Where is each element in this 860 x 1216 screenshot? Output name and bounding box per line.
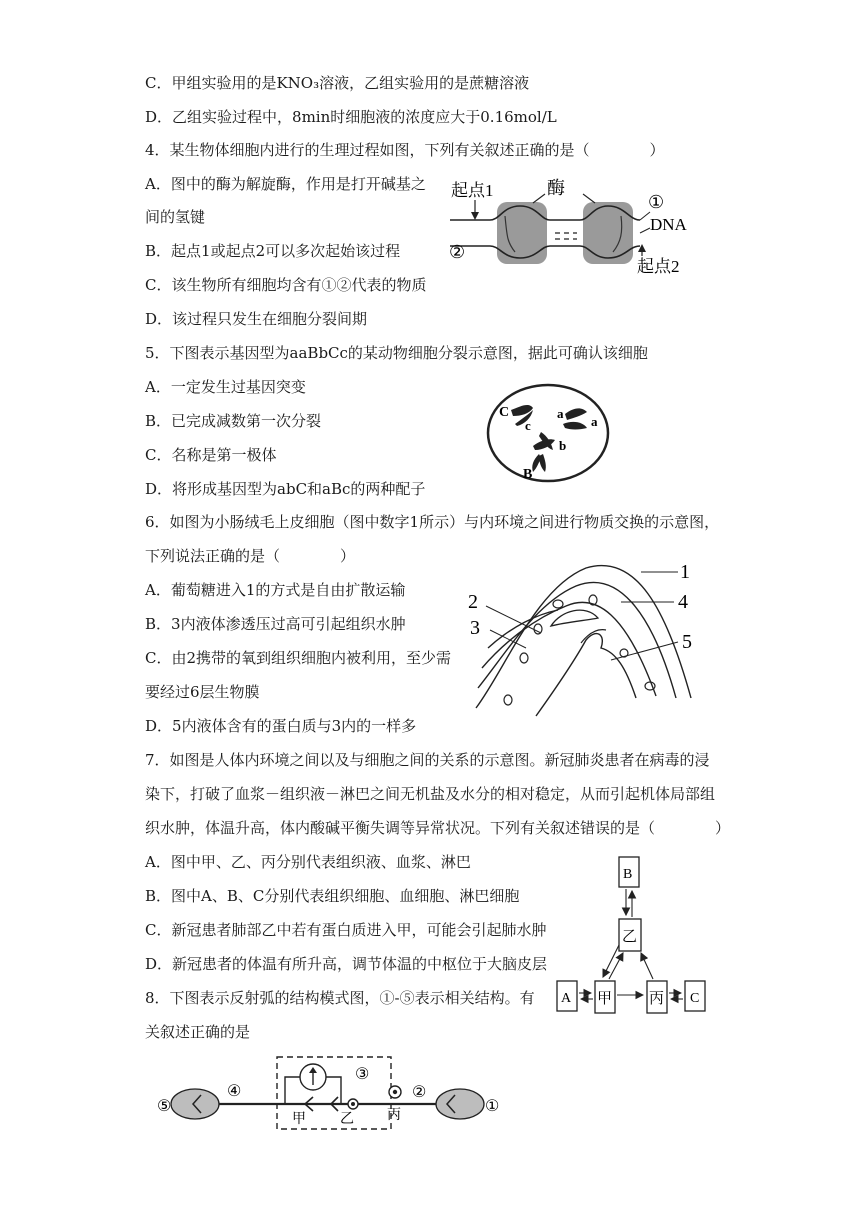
label-bing: 丙 [387, 1108, 401, 1123]
allele-C-label: C [499, 405, 510, 420]
cell-division-figure [483, 380, 613, 486]
label-2: 2 [468, 591, 478, 613]
q7-option-a: A．图中甲、乙、丙分别代表组织液、血浆、淋巴 [145, 853, 471, 871]
label-bing: 丙 [649, 991, 665, 1007]
allele-a-left-label: a [557, 406, 564, 421]
label-yi: 乙 [622, 929, 638, 945]
q7-option-b: B．图中A、B、C分别代表组织细胞、血细胞、淋巴细胞 [145, 887, 520, 905]
q5-option-b: B．已完成减数第一次分裂 [145, 412, 322, 430]
reflex-arc-figure [155, 1053, 505, 1133]
q5-option-a: A．一定发生过基因突变 [145, 378, 306, 396]
label-A: A [561, 991, 572, 1006]
label-4: ④ [227, 1083, 242, 1100]
label-5: 5 [682, 631, 692, 653]
q7-stem-line1: 7．如图是人体内环境之间以及与细胞之间的关系的示意图。新冠肺炎患者在病毒的浸 [145, 751, 710, 769]
label-jia: 甲 [597, 991, 613, 1007]
strand-2-label: ② [449, 242, 466, 262]
label-1: ① [485, 1098, 500, 1115]
q6-option-b: B．3内液体渗透压过高可引起组织水肿 [145, 615, 406, 633]
body-fluid-relationship-figure [553, 853, 713, 1015]
q7-option-c: C．新冠患者肺部乙中若有蛋白质进入甲，可能会引起肺水肿 [145, 921, 547, 939]
label-B: B [623, 867, 633, 882]
label-3: 3 [470, 617, 480, 639]
q8-stem-line1: 8．下图表示反射弧的结构模式图，①-⑤表示相关结构。有 [145, 989, 535, 1007]
label-3: ③ [355, 1066, 370, 1083]
origin-1-label: 起点1 [451, 181, 494, 200]
dna-label: DNA [650, 215, 687, 234]
receptor-oval [436, 1089, 484, 1119]
replication-bubble-2 [583, 202, 633, 264]
q4-option-a-line1: A．图中的酶为解旋酶，作用是打开碱基之 [145, 175, 426, 193]
allele-a-right-label: a [591, 414, 598, 429]
q6-option-d: D．5内液体含有的蛋白质与3内的一样多 [145, 717, 417, 735]
allele-c-label: c [525, 418, 531, 433]
enzyme-label: 酶 [547, 178, 565, 198]
q5-stem: 5．下图表示基因型为aaBbCc的某动物细胞分裂示意图，据此可确认该细胞 [145, 344, 648, 362]
label-4: 4 [678, 591, 688, 613]
cell-outline [488, 385, 608, 481]
q3-option-c: C．甲组实验用的是KNO₃溶液，乙组实验用的是蔗糖溶液 [145, 74, 530, 92]
strand-1-label: ① [648, 192, 665, 212]
q5-option-c: C．名称是第一极体 [145, 446, 277, 464]
label-5: ⑤ [157, 1098, 172, 1115]
q3-option-d: D．乙组实验过程中，8min时细胞液的浓度应大于0.16mol/L [145, 108, 557, 126]
q6-option-c-line1: C．由2携带的氧到组织细胞内被利用，至少需 [145, 649, 452, 667]
q4-option-d: D．该过程只发生在细胞分裂间期 [145, 310, 368, 328]
effector-oval [171, 1089, 219, 1119]
q4-option-c: C．该生物所有细胞均含有①②代表的物质 [145, 276, 427, 294]
q7-option-d: D．新冠患者的体温有所升高，调节体温的中枢位于大脑皮层 [145, 955, 548, 973]
intestinal-villus-figure [466, 548, 706, 720]
q6-option-a: A．葡萄糖进入1的方式是自由扩散运输 [145, 581, 406, 599]
q8-stem-line2: 关叙述正确的是 [145, 1023, 251, 1041]
dna-replication-figure [445, 176, 710, 276]
q6-stem-line2: 下列说法正确的是（ ） [145, 547, 356, 565]
allele-b-label: b [559, 438, 567, 453]
label-jia: 甲 [292, 1112, 306, 1127]
q6-stem-line1: 6．如图为小肠绒毛上皮细胞（图中数字1所示）与内环境之间进行物质交换的示意图， [145, 513, 720, 531]
label-C: C [690, 991, 700, 1006]
label-2: ② [412, 1084, 427, 1101]
q6-option-c-line2: 要经过6层生物膜 [145, 683, 260, 701]
q7-stem-line3: 织水肿，体温升高，体内酸碱平衡失调等异常状况。下列有关叙述错误的是（ ） [145, 819, 731, 837]
q7-stem-line2: 染下，打破了血浆－组织液－淋巴之间无机盐及水分的相对稳定，从而引起机体局部组 [145, 785, 716, 803]
label-yi: 乙 [340, 1112, 354, 1127]
origin-2-label: 起点2 [637, 257, 680, 276]
allele-B-label: B [523, 467, 533, 482]
q5-option-d: D．将形成基因型为abC和aBc的两种配子 [145, 480, 426, 498]
q4-stem: 4．某生物体细胞内进行的生理过程如图，下列有关叙述正确的是（ ） [145, 141, 665, 159]
q4-option-a-line2: 间的氢键 [145, 208, 206, 226]
label-1: 1 [680, 561, 690, 583]
q4-option-b: B．起点1或起点2可以多次起始该过程 [145, 242, 401, 260]
